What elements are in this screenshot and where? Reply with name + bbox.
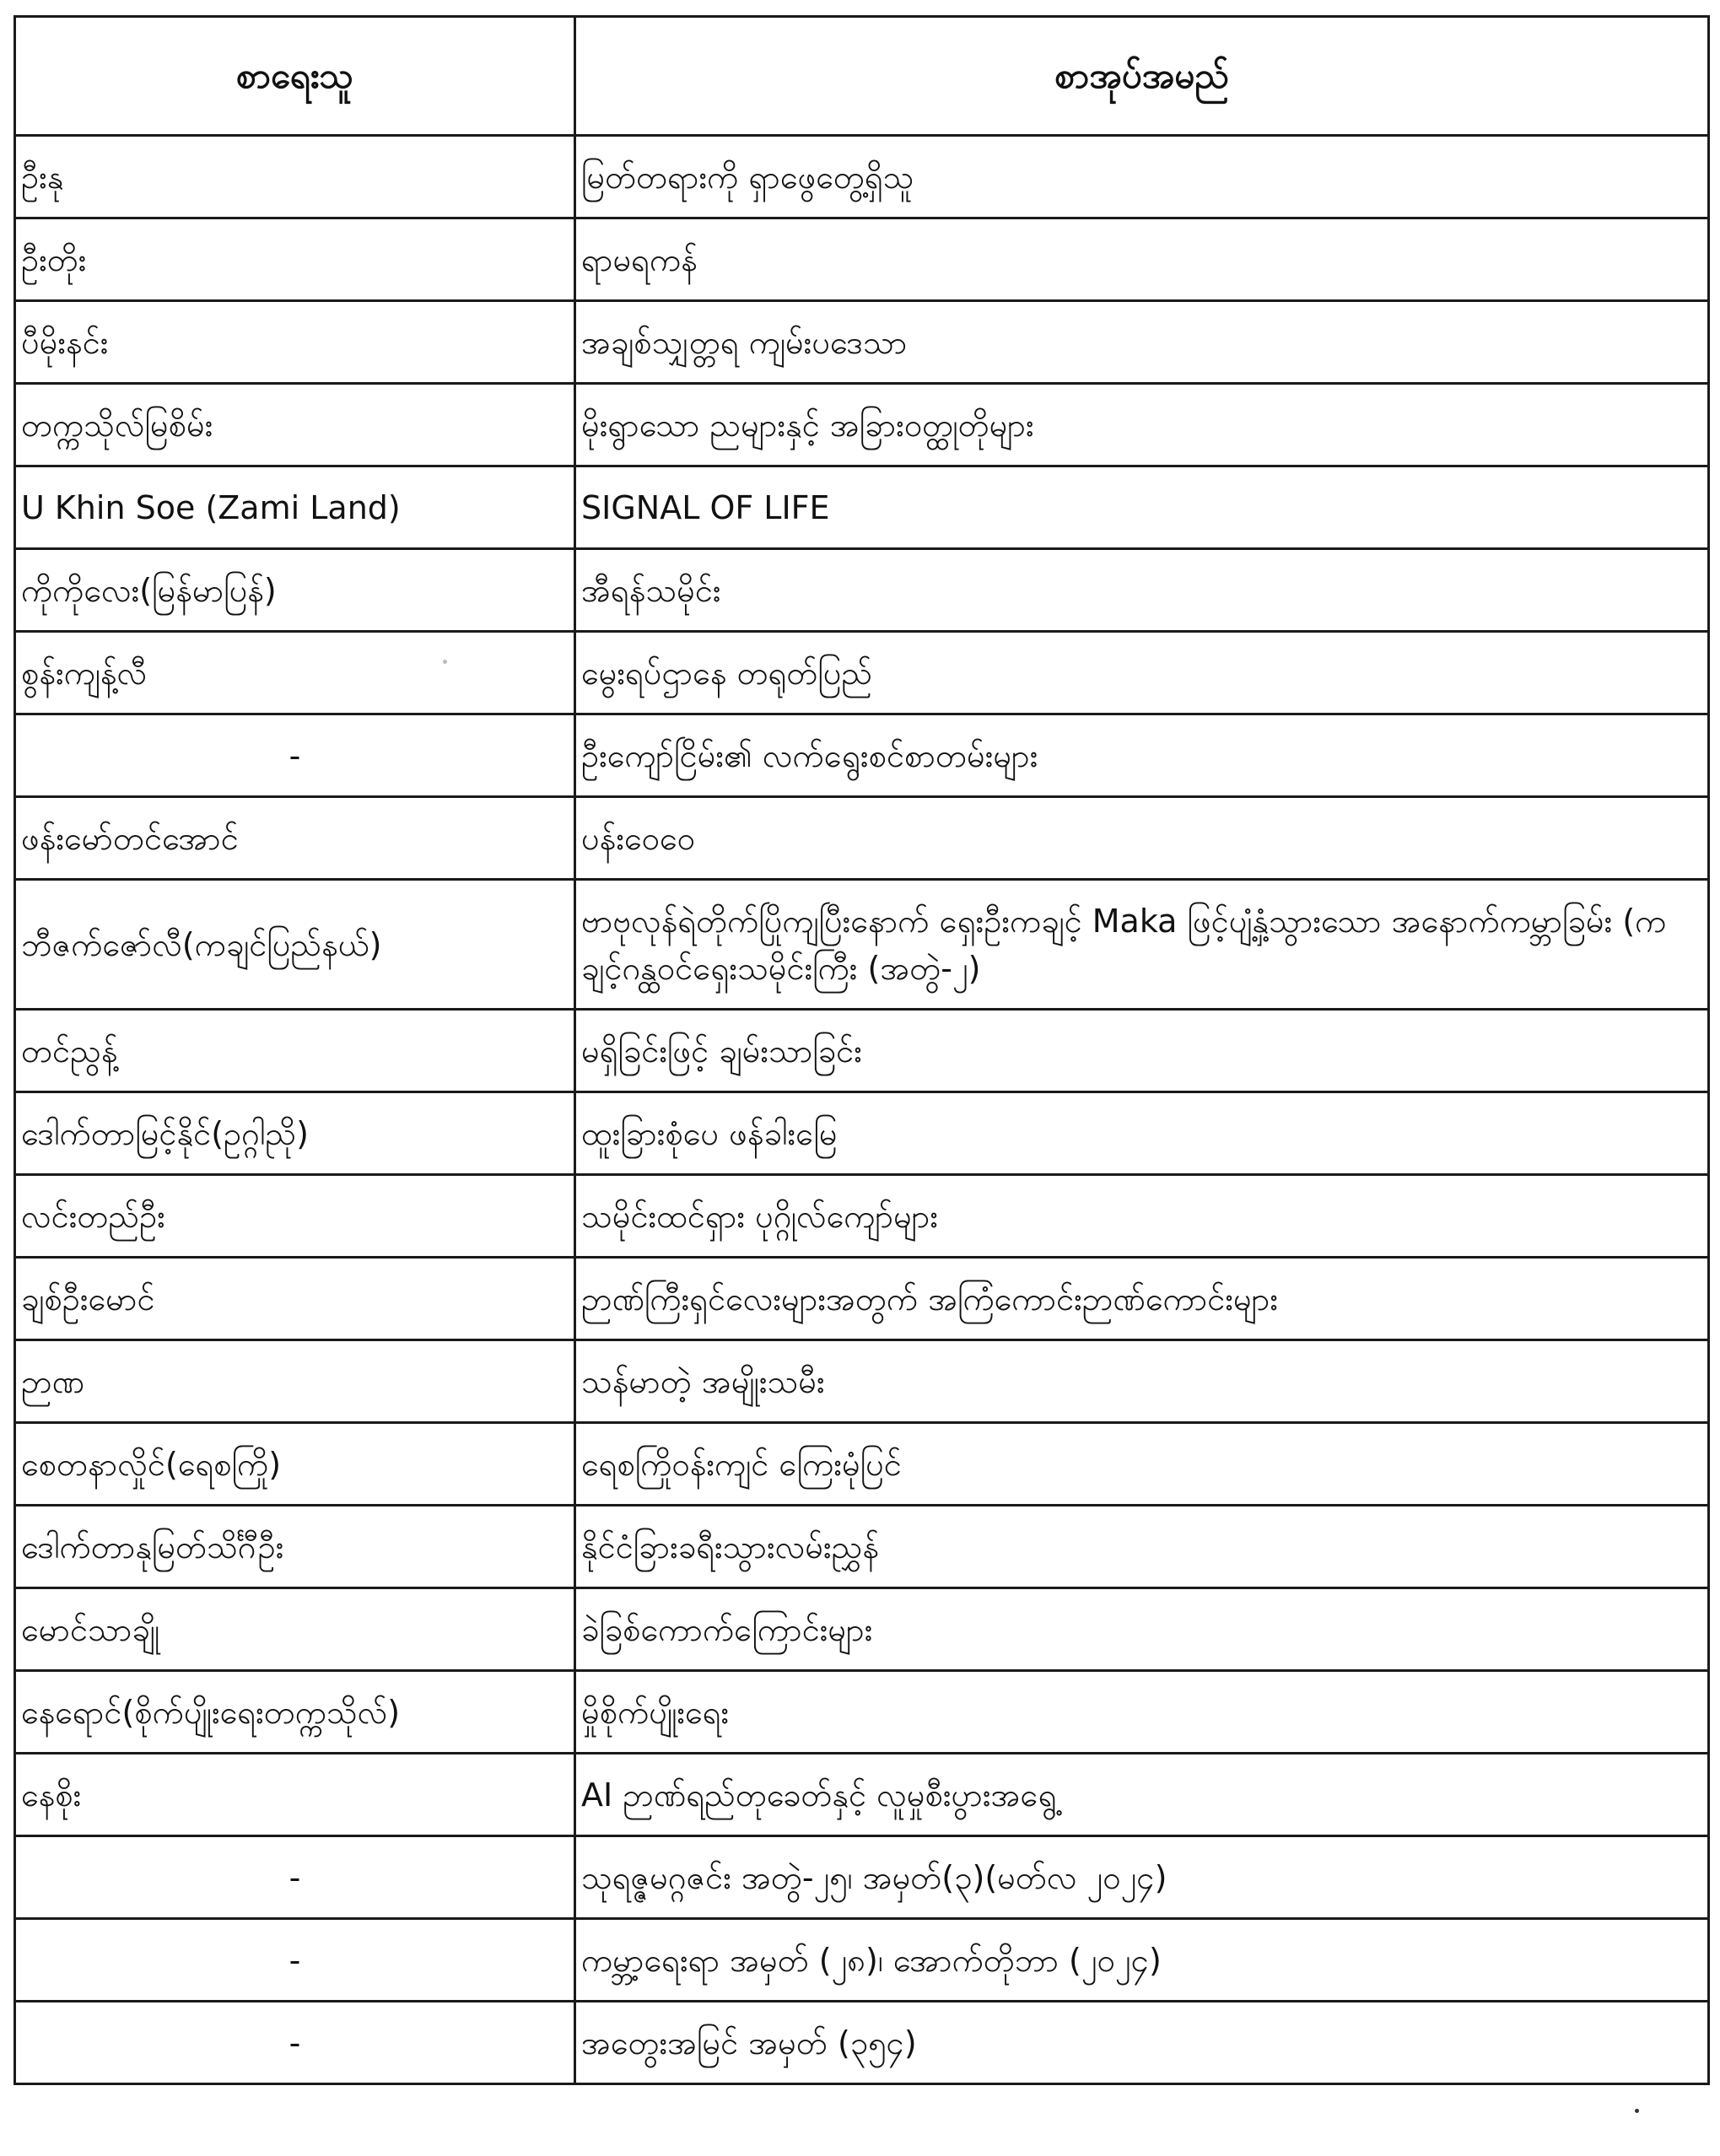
- author-cell: ဖန်းမော်တင်အောင်: [15, 797, 575, 880]
- table-row: [15, 384, 1709, 466]
- title-cell: ရာမရကန်: [575, 218, 1709, 301]
- table-row: [15, 549, 1709, 632]
- author-cell: ဉာဏ: [15, 1340, 575, 1423]
- table-row: [15, 466, 1709, 549]
- table-header-row: [15, 17, 1709, 136]
- title-cell: အတွေးအမြင် အမှတ် (၃၅၄): [575, 2002, 1709, 2084]
- author-cell: စွန်းကျန့်လီ: [15, 632, 575, 714]
- title-cell: အချစ်သျှတ္တရ ကျမ်းပဒေသာ: [575, 301, 1709, 384]
- table-row: [15, 632, 1709, 714]
- title-cell: ဉာဏ်ကြီးရှင်လေးများအတွက် အကြံကောင်းဉာဏ်ကောင်းများ: [575, 1258, 1709, 1340]
- author-cell: တင်ညွန့်: [15, 1010, 575, 1092]
- page-edge: [0, 15, 3, 2141]
- table-row: [15, 1010, 1709, 1092]
- author-column-header: စာရေးသူ: [15, 17, 575, 136]
- table-row: [15, 218, 1709, 301]
- author-cell: ချစ်ဦးမောင်: [15, 1258, 575, 1340]
- table-row: [15, 880, 1709, 1010]
- author-cell: နေရောင်(စိုက်ပျိုးရေးတက္ကသိုလ်): [15, 1671, 575, 1754]
- author-cell: ဦးတိုး: [15, 218, 575, 301]
- table-row: [15, 1919, 1709, 2002]
- title-cell: သမိုင်းထင်ရှား ပုဂ္ဂိုလ်ကျော်များ: [575, 1175, 1709, 1258]
- title-cell: ထူးခြားစုံပေ ဖန်ခါးမြေ: [575, 1092, 1709, 1175]
- title-cell: ကမ္ဘာ့ရေးရာ အမှတ် (၂၈)၊ အောက်တိုဘာ (၂၀၂၄): [575, 1919, 1709, 2002]
- table-row: [15, 1423, 1709, 1506]
- scan-speck: [1635, 2109, 1639, 2113]
- author-cell: ပီမိုးနင်း: [15, 301, 575, 384]
- title-cell: နိုင်ငံခြားခရီးသွားလမ်းညွှန်: [575, 1506, 1709, 1588]
- author-cell: -: [15, 714, 575, 797]
- table-row: [15, 1754, 1709, 1836]
- author-cell: နေစိုး: [15, 1754, 575, 1836]
- author-cell: ကိုကိုလေး(မြန်မာပြန်): [15, 549, 575, 632]
- title-cell: ခဲခြစ်ကောက်ကြောင်းများ: [575, 1588, 1709, 1671]
- table-row: [15, 1258, 1709, 1340]
- title-cell: မရှိခြင်းဖြင့် ချမ်းသာခြင်း: [575, 1010, 1709, 1092]
- author-cell: ဦးနု: [15, 136, 575, 218]
- title-cell: ရေစကြိုဝန်းကျင် ကြေးမုံပြင်: [575, 1423, 1709, 1506]
- title-cell: မြတ်တရားကို ရှာဖွေတွေ့ရှိသူ: [575, 136, 1709, 218]
- author-cell: ဒေါက်တာမြင့်နိုင်(ဥဂ္ဂါညို): [15, 1092, 575, 1175]
- author-cell: လင်းတည်ဦး: [15, 1175, 575, 1258]
- author-cell: U Khin Soe (Zami Land): [15, 466, 575, 549]
- title-cell: အီရန်သမိုင်း: [575, 549, 1709, 632]
- author-cell: စေတနာလှိုင်(ရေစကြို): [15, 1423, 575, 1506]
- table-row: [15, 1175, 1709, 1258]
- table-row: [15, 301, 1709, 384]
- table-row: [15, 714, 1709, 797]
- author-cell: -: [15, 1836, 575, 1919]
- author-cell: တက္ကသိုလ်မြစိမ်း: [15, 384, 575, 466]
- author-cell: ဒေါက်တာနုမြတ်သိင်္ဂီဦး: [15, 1506, 575, 1588]
- title-cell: AI ဉာဏ်ရည်တုခေတ်နှင့် လူမှုစီးပွားအရွေ့: [575, 1754, 1709, 1836]
- table-row: [15, 797, 1709, 880]
- author-cell: -: [15, 2002, 575, 2084]
- scan-speck: [443, 660, 447, 664]
- table-row: [15, 1588, 1709, 1671]
- title-cell: ပန်းဝေဝေ: [575, 797, 1709, 880]
- title-column-header: စာအုပ်အမည်: [575, 17, 1709, 136]
- table-row: [15, 1836, 1709, 1919]
- title-cell: SIGNAL OF LIFE: [575, 466, 1709, 549]
- table-row: [15, 1506, 1709, 1588]
- table-row: [15, 1671, 1709, 1754]
- title-cell: မှိုစိုက်ပျိုးရေး: [575, 1671, 1709, 1754]
- title-cell: မွေးရပ်ဌာနေ တရုတ်ပြည်: [575, 632, 1709, 714]
- author-cell: ဘီဇက်ဇော်လီ(ကချင်ပြည်နယ်): [15, 880, 575, 1010]
- title-cell: ဦးကျော်ငြိမ်း၏ လက်ရွေးစင်စာတမ်းများ: [575, 714, 1709, 797]
- author-cell: -: [15, 1919, 575, 2002]
- title-cell: သန်မာတဲ့ အမျိုးသမီး: [575, 1340, 1709, 1423]
- book-list-table: [13, 15, 1710, 2085]
- author-cell: မောင်သာချို: [15, 1588, 575, 1671]
- title-cell: သုရဇ္ဇမဂ္ဂဇင်း အတွဲ-၂၅၊ အမှတ်(၃)(မတ်လ ၂၀၂၄): [575, 1836, 1709, 1919]
- title-cell: ဗာဗုလုန်ရဲတိုက်ပြိုကျပြီးနောက် ရှေးဦးကချင့် Maka ဖြင့်ပျံ့နှံ့သွားသော အနောက်ကမ္ဘာခြမ်း (ကချင့်ဂန္ထဝင်ရှေးသမိုင်းကြီး (အတွဲ-၂): [575, 880, 1709, 1010]
- table-row: [15, 2002, 1709, 2084]
- table-row: [15, 136, 1709, 218]
- title-cell: မိုးရွာသော ညများနှင့် အခြားဝတ္ထုတိုများ: [575, 384, 1709, 466]
- table-row: [15, 1092, 1709, 1175]
- table-row: [15, 1340, 1709, 1423]
